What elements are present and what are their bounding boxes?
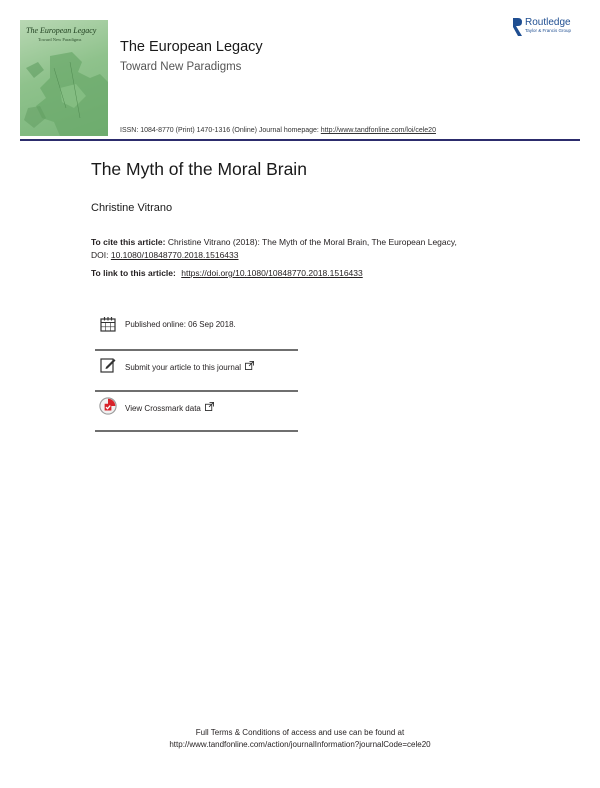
submit-article-label: Submit your article to this journal — [125, 363, 242, 372]
doi-link[interactable]: 10.1080/10848770.2018.1516433 — [110, 250, 239, 260]
cover-subtitle: Toward New Paradigms — [38, 37, 82, 42]
cover-map-image — [20, 48, 108, 136]
divider — [95, 349, 298, 351]
submit-article-row[interactable] — [96, 355, 298, 389]
publisher-logo[interactable] — [511, 17, 571, 37]
divider — [95, 430, 298, 432]
published-row — [96, 314, 298, 348]
crossmark-row[interactable] — [96, 396, 298, 430]
crossmark-label: View Crossmark data — [125, 404, 201, 413]
cite-text: Christine Vitrano (2018): The Myth of the Moral Brain, The European Legacy, — [167, 237, 457, 247]
journal-cover — [20, 20, 108, 136]
external-link-icon — [205, 402, 214, 411]
footer-terms-url[interactable]: http://www.tandfonline.com/action/journalInformation?journalCode=cele20 — [169, 740, 431, 749]
article-link-line — [91, 268, 363, 278]
journal-title: The European Legacy — [120, 39, 263, 55]
published-date: Published online: 06 Sep 2018. — [125, 320, 236, 329]
publisher-name: Routledge — [525, 17, 571, 28]
issn-text: ISSN: 1084-8770 (Print) 1470-1316 (Online) Journal homepage: — [120, 127, 319, 134]
footer-terms: Full Terms & Conditions of access and use can be found at — [195, 728, 405, 737]
external-link-icon — [245, 361, 254, 370]
crossmark-icon — [99, 397, 117, 415]
doi-prefix: DOI: — [91, 250, 109, 260]
link-label: To link to this article: — [91, 268, 176, 278]
author-name: Christine Vitrano — [91, 202, 173, 214]
header-divider — [20, 139, 580, 141]
journal-homepage-link[interactable]: http://www.tandfonline.com/loi/cele20 — [320, 127, 436, 134]
divider — [95, 390, 298, 392]
cite-label: To cite this article: — [91, 237, 166, 247]
cover-title: The European Legacy — [26, 26, 97, 35]
routledge-logo-icon — [511, 17, 523, 37]
footer — [0, 727, 600, 751]
journal-subtitle: Toward New Paradigms — [120, 61, 242, 73]
citation-block — [91, 236, 531, 262]
article-title: The Myth of the Moral Brain — [91, 159, 307, 179]
submit-article-link[interactable] — [125, 361, 254, 372]
issn-line — [120, 127, 436, 134]
edit-icon — [100, 357, 116, 373]
publisher-tagline: Taylor & Francis Group — [525, 28, 572, 33]
calendar-icon — [100, 316, 116, 332]
crossmark-link[interactable] — [125, 402, 214, 413]
article-doi-url[interactable]: https://doi.org/10.1080/10848770.2018.1516433 — [181, 268, 363, 278]
